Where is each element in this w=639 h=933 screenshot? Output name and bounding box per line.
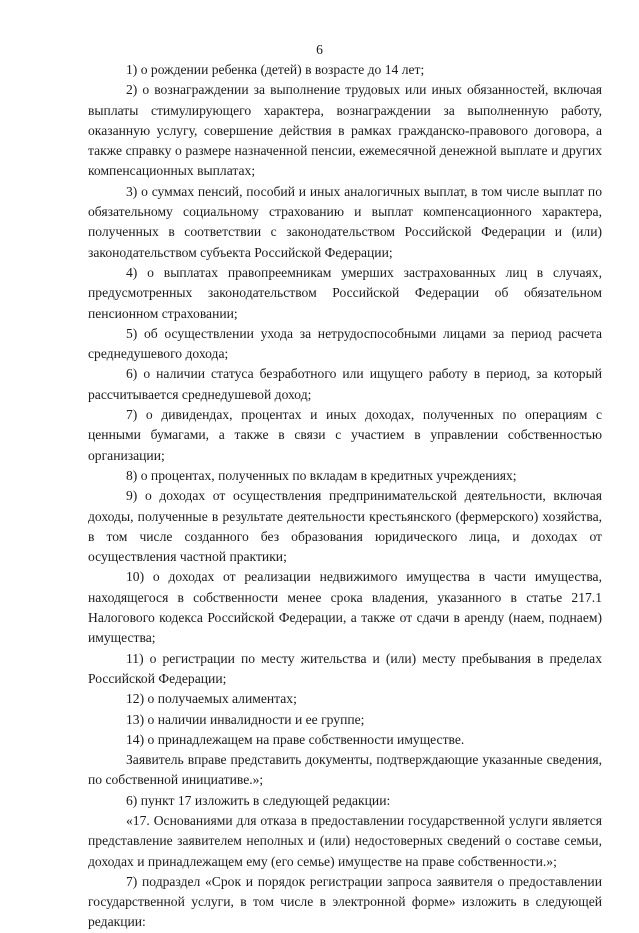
paragraph-10: 10) о доходах от реализации недвижимого имущества в части имущества, находящегося в собственности менее срока владения, указанного в статье 217.1 Налогового кодекса Российской Федерации, а также от сдачи в аренду (наем, поднаем) имущества;: [88, 569, 602, 646]
paragraph-clause-17: «17. Основаниями для отказа в предоставлении государственной услуги является представление заявителем неполных и (или) недостоверных сведений о составе семьи, доходах и принадлежащем ему (его семье) имуществе на праве собственности.»;: [88, 812, 602, 869]
paragraph-5: 5) об осуществлении ухода за нетрудоспособными лицами за период расчета среднедушевого дохода;: [88, 325, 602, 362]
paragraph-8: 8) о процентах, полученных по вкладам в кредитных учреждениях;: [126, 467, 517, 483]
paragraph-14: 14) о принадлежащем на праве собственности имуществе.: [126, 731, 465, 747]
paragraph-applicant-note: Заявитель вправе представить документы, подтверждающие указанные сведения, по собственной инициативе.»;: [88, 752, 602, 788]
paragraph-amendment-6: 6) пункт 17 изложить в следующей редакции:: [126, 792, 391, 808]
paragraph-11: 11) о регистрации по месту жительства и (или) месту пребывания в пределах Российской Федерации;: [88, 650, 602, 686]
document-body: [88, 60, 602, 933]
page-number: 6: [316, 42, 323, 57]
paragraph-2: 2) о вознаграждении за выполнение трудовых или иных обязанностей, включая выплаты стимулирующего характера, вознаграждении за выполненную работу, оказанную услугу, совершение действия в рамках гражданско-правового договора, а также справку о размере назначенной пенсии, ежемесячной денежной выплате и других компенсационных выплатах;: [88, 82, 602, 179]
paragraph-12: 12) о получаемых алиментах;: [126, 691, 297, 707]
paragraph-13: 13) о наличии инвалидности и ее группе;: [126, 711, 365, 727]
paragraph-7: 7) о дивидендах, процентах и иных доходах, полученных по операциям с ценными бумагами, а также в связи с участием в управлении собственностью организации;: [88, 407, 602, 463]
paragraph-3: 3) о суммах пенсий, пособий и иных аналогичных выплат, в том числе выплат по обязательному социальному страхованию и выплат компенсационного характера, полученных в соответствии с законодательством Российской Федерации и (или) законодательством субъекта Российской Федерации;: [88, 183, 602, 260]
paragraph-amendment-7: 7) подраздел «Срок и порядок регистрации запроса заявителя о предоставлении государственной услуги, в том числе в электронной форме» изложить в следующей редакции:: [88, 873, 602, 930]
paragraph-9: 9) о доходах от осуществления предпринимательской деятельности, включая доходы, полученные в результате деятельности крестьянского (фермерского) хозяйства, в том числе созданного без образования юридического лица, и доходах от осуществления частной практики;: [88, 488, 602, 565]
paragraph-6: 6) о наличии статуса безработного или ищущего работу в период, за который рассчитывается среднедушевой доход;: [88, 366, 602, 402]
paragraph-1: 1) о рождении ребенка (детей) в возрасте до 14 лет;: [126, 62, 425, 77]
paragraph-4: 4) о выплатах правопреемникам умерших застрахованных лиц в случаях, предусмотренных законодательством Российской Федерации об обязательном пенсионном страховании;: [88, 264, 602, 321]
